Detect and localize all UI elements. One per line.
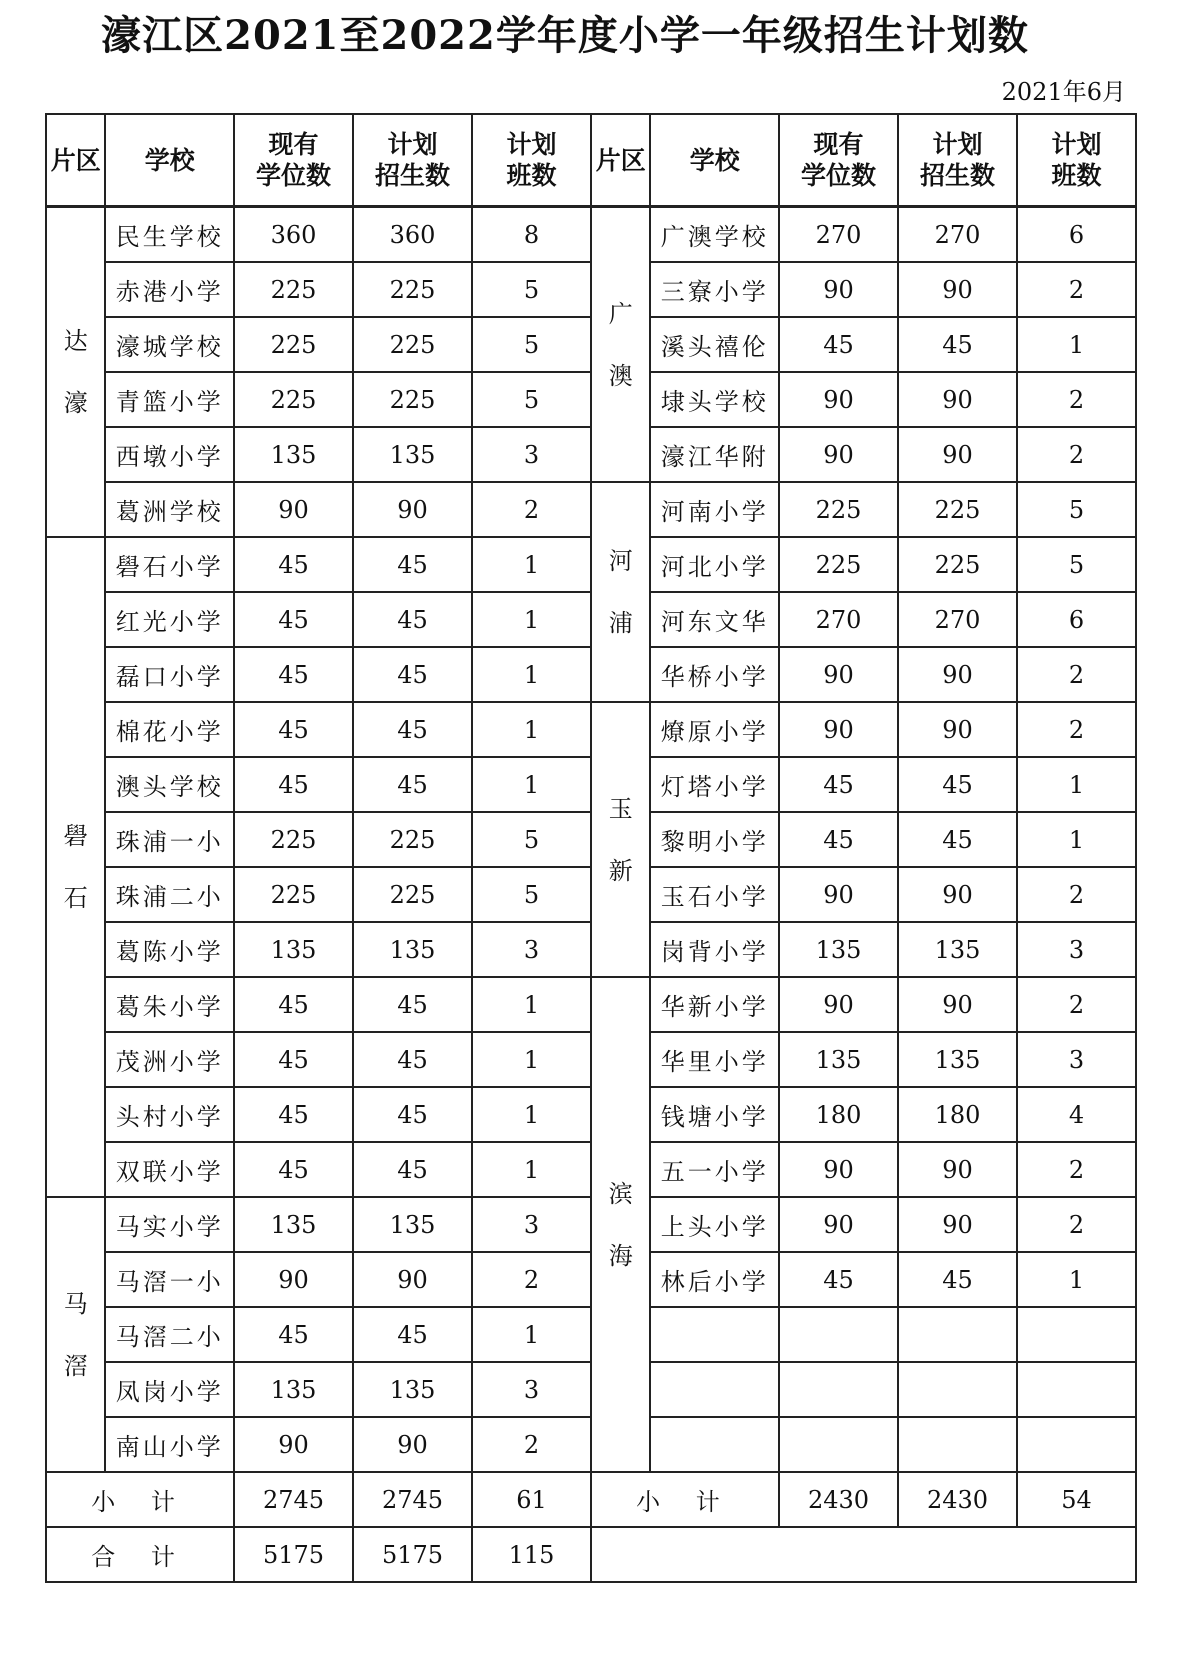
planned-classes: 2 (1017, 702, 1136, 757)
planned-enrollment: 135 (898, 1032, 1017, 1087)
school-name: 河北小学 (650, 537, 779, 592)
district-char: 澳 (608, 361, 633, 390)
existing-seats: 270 (779, 207, 898, 263)
district-char: 礐 (63, 822, 88, 850)
planned-enrollment: 45 (353, 1307, 472, 1362)
subtotal-label: 小 计 (46, 1472, 234, 1527)
planned-classes: 6 (1017, 592, 1136, 647)
subtotal-seats: 2745 (234, 1472, 353, 1527)
planned-classes: 2 (1017, 867, 1136, 922)
school-name: 钱塘小学 (650, 1087, 779, 1142)
school-name: 珠浦二小 (105, 867, 234, 922)
existing-seats: 90 (779, 372, 898, 427)
planned-classes: 3 (472, 922, 591, 977)
total-label: 合 计 (46, 1527, 234, 1582)
school-name (650, 1362, 779, 1417)
district-char: 滘 (63, 1351, 88, 1380)
planned-enrollment: 45 (353, 1142, 472, 1197)
planned-classes: 2 (1017, 977, 1136, 1032)
existing-seats: 135 (234, 922, 353, 977)
planned-enrollment: 90 (898, 867, 1017, 922)
district-char: 新 (608, 856, 633, 885)
planned-enrollment: 225 (353, 262, 472, 317)
planned-classes: 3 (472, 427, 591, 482)
planned-enrollment: 90 (353, 482, 472, 537)
existing-seats: 90 (779, 977, 898, 1032)
school-name: 玉石小学 (650, 867, 779, 922)
header-school: 学校 (105, 114, 234, 207)
school-name: 五一小学 (650, 1142, 779, 1197)
existing-seats: 90 (234, 1417, 353, 1472)
planned-enrollment: 90 (898, 977, 1017, 1032)
header-planned-enrollment: 计划 招生数 (898, 114, 1017, 207)
school-name: 民生学校 (105, 207, 234, 263)
district-cell (591, 207, 650, 483)
district-cell (46, 1197, 105, 1472)
planned-enrollment: 90 (898, 372, 1017, 427)
planned-enrollment: 45 (898, 1252, 1017, 1307)
planned-enrollment: 90 (898, 1142, 1017, 1197)
existing-seats: 45 (234, 1142, 353, 1197)
planned-classes: 1 (472, 1087, 591, 1142)
planned-classes: 5 (472, 317, 591, 372)
planned-classes: 1 (1017, 812, 1136, 867)
school-name: 棉花小学 (105, 702, 234, 757)
school-name: 濠城学校 (105, 317, 234, 372)
header-planned-classes: 计划 班数 (472, 114, 591, 207)
existing-seats: 270 (779, 592, 898, 647)
existing-seats (779, 1362, 898, 1417)
existing-seats: 180 (779, 1087, 898, 1142)
existing-seats: 90 (234, 1252, 353, 1307)
school-name: 茂洲小学 (105, 1032, 234, 1087)
district-cell (46, 207, 105, 538)
district-char: 达 (63, 327, 88, 355)
school-name: 赤港小学 (105, 262, 234, 317)
existing-seats: 45 (779, 812, 898, 867)
planned-classes: 2 (1017, 647, 1136, 702)
school-name: 燎原小学 (650, 702, 779, 757)
planned-classes: 2 (472, 1252, 591, 1307)
planned-classes: 5 (1017, 482, 1136, 537)
existing-seats: 90 (779, 1142, 898, 1197)
existing-seats: 45 (779, 1252, 898, 1307)
subtotal-enrollment: 2745 (353, 1472, 472, 1527)
planned-classes: 1 (472, 977, 591, 1032)
total-classes: 115 (472, 1527, 591, 1582)
planned-classes: 8 (472, 207, 591, 263)
district-cell (591, 977, 650, 1472)
existing-seats: 360 (234, 207, 353, 263)
planned-enrollment: 45 (898, 317, 1017, 372)
district-cell (46, 537, 105, 1197)
planned-classes: 3 (1017, 1032, 1136, 1087)
planned-enrollment: 90 (898, 647, 1017, 702)
existing-seats: 90 (234, 482, 353, 537)
existing-seats: 45 (234, 1032, 353, 1087)
planned-enrollment: 225 (353, 812, 472, 867)
existing-seats: 45 (234, 537, 353, 592)
existing-seats: 45 (234, 757, 353, 812)
subtotal-label: 小 计 (591, 1472, 779, 1527)
planned-enrollment: 225 (353, 867, 472, 922)
school-name: 华新小学 (650, 977, 779, 1032)
existing-seats: 135 (234, 427, 353, 482)
planned-enrollment (898, 1417, 1017, 1472)
planned-classes: 1 (472, 592, 591, 647)
district-cell (591, 702, 650, 977)
existing-seats: 135 (779, 1032, 898, 1087)
existing-seats: 45 (234, 647, 353, 702)
planned-classes: 1 (472, 647, 591, 702)
planned-classes: 1 (1017, 317, 1136, 372)
planned-enrollment: 270 (898, 207, 1017, 263)
school-name: 溪头禧伦 (650, 317, 779, 372)
planned-enrollment: 270 (898, 592, 1017, 647)
planned-enrollment: 180 (898, 1087, 1017, 1142)
school-name: 广澳学校 (650, 207, 779, 263)
planned-classes: 1 (472, 1032, 591, 1087)
existing-seats: 45 (779, 317, 898, 372)
district-cell (591, 482, 650, 702)
planned-classes: 5 (472, 262, 591, 317)
existing-seats: 90 (779, 427, 898, 482)
school-name: 头村小学 (105, 1087, 234, 1142)
school-name: 岗背小学 (650, 922, 779, 977)
planned-classes: 3 (1017, 922, 1136, 977)
planned-enrollment: 45 (353, 647, 472, 702)
header-planned-enrollment: 计划 招生数 (353, 114, 472, 207)
school-name: 河东文华 (650, 592, 779, 647)
existing-seats: 45 (234, 592, 353, 647)
planned-enrollment: 135 (353, 922, 472, 977)
school-name: 葛洲学校 (105, 482, 234, 537)
planned-enrollment: 90 (898, 1197, 1017, 1252)
planned-classes: 1 (472, 1142, 591, 1197)
planned-enrollment: 45 (353, 537, 472, 592)
planned-classes: 1 (1017, 757, 1136, 812)
existing-seats: 225 (779, 482, 898, 537)
planned-classes: 2 (1017, 1142, 1136, 1197)
planned-classes: 3 (472, 1362, 591, 1417)
planned-enrollment: 90 (898, 262, 1017, 317)
planned-classes (1017, 1417, 1136, 1472)
school-name: 黎明小学 (650, 812, 779, 867)
school-name: 濠江华附 (650, 427, 779, 482)
planned-classes: 3 (472, 1197, 591, 1252)
school-name: 礐石小学 (105, 537, 234, 592)
planned-enrollment: 225 (353, 372, 472, 427)
total-row (46, 1527, 1136, 1582)
planned-enrollment: 45 (898, 812, 1017, 867)
school-name (650, 1307, 779, 1362)
existing-seats: 45 (234, 977, 353, 1032)
existing-seats: 45 (234, 702, 353, 757)
planned-classes: 4 (1017, 1087, 1136, 1142)
subtotal-classes: 61 (472, 1472, 591, 1527)
existing-seats: 225 (234, 262, 353, 317)
school-name: 马实小学 (105, 1197, 234, 1252)
school-name: 青篮小学 (105, 372, 234, 427)
header-school: 学校 (650, 114, 779, 207)
planned-enrollment: 135 (353, 427, 472, 482)
planned-enrollment: 90 (353, 1252, 472, 1307)
existing-seats: 90 (779, 262, 898, 317)
header-existing-seats: 现有 学位数 (779, 114, 898, 207)
table-row (46, 977, 1136, 1032)
district-char: 滨 (608, 1179, 633, 1208)
planned-classes: 2 (472, 482, 591, 537)
school-name: 上头小学 (650, 1197, 779, 1252)
planned-enrollment: 45 (353, 757, 472, 812)
school-name: 双联小学 (105, 1142, 234, 1197)
existing-seats: 90 (779, 647, 898, 702)
planned-enrollment: 45 (353, 1087, 472, 1142)
school-name: 南山小学 (105, 1417, 234, 1472)
school-name: 马滘二小 (105, 1307, 234, 1362)
district-char: 浦 (608, 609, 633, 637)
district-char: 河 (608, 547, 633, 575)
planned-classes: 2 (1017, 262, 1136, 317)
planned-enrollment: 45 (353, 977, 472, 1032)
planned-enrollment: 90 (898, 427, 1017, 482)
planned-enrollment: 45 (353, 702, 472, 757)
planned-classes: 2 (1017, 427, 1136, 482)
planned-enrollment: 45 (353, 1032, 472, 1087)
header-existing-seats: 现有 学位数 (234, 114, 353, 207)
planned-enrollment: 225 (898, 482, 1017, 537)
school-name: 葛陈小学 (105, 922, 234, 977)
district-char: 玉 (608, 794, 633, 823)
planned-enrollment: 360 (353, 207, 472, 263)
school-name: 澳头学校 (105, 757, 234, 812)
header-district: 片区 (46, 114, 105, 207)
existing-seats: 135 (234, 1362, 353, 1417)
school-name (650, 1417, 779, 1472)
table-row (46, 482, 1136, 537)
planned-enrollment: 225 (898, 537, 1017, 592)
planned-classes: 6 (1017, 207, 1136, 263)
school-name: 灯塔小学 (650, 757, 779, 812)
planned-classes: 2 (472, 1417, 591, 1472)
planned-classes: 5 (1017, 537, 1136, 592)
existing-seats: 225 (234, 812, 353, 867)
existing-seats: 225 (234, 372, 353, 427)
existing-seats: 225 (234, 867, 353, 922)
planned-enrollment: 135 (898, 922, 1017, 977)
subtotal-enrollment: 2430 (898, 1472, 1017, 1527)
planned-classes: 1 (472, 757, 591, 812)
existing-seats: 45 (234, 1307, 353, 1362)
planned-classes (1017, 1307, 1136, 1362)
school-name: 埭头学校 (650, 372, 779, 427)
planned-enrollment: 45 (898, 757, 1017, 812)
school-name: 葛朱小学 (105, 977, 234, 1032)
planned-enrollment (898, 1362, 1017, 1417)
total-blank (591, 1527, 1136, 1582)
school-name: 华桥小学 (650, 647, 779, 702)
school-name: 林后小学 (650, 1252, 779, 1307)
school-name: 华里小学 (650, 1032, 779, 1087)
subtotal-row (46, 1472, 1136, 1527)
existing-seats (779, 1307, 898, 1362)
planned-enrollment: 135 (353, 1197, 472, 1252)
school-name: 西墩小学 (105, 427, 234, 482)
existing-seats: 225 (779, 537, 898, 592)
header-row (46, 114, 1136, 207)
school-name: 珠浦一小 (105, 812, 234, 867)
header-planned-classes: 计划 班数 (1017, 114, 1136, 207)
planned-classes: 5 (472, 812, 591, 867)
existing-seats (779, 1417, 898, 1472)
school-name: 红光小学 (105, 592, 234, 647)
table-row (46, 702, 1136, 757)
planned-enrollment: 135 (353, 1362, 472, 1417)
planned-enrollment: 225 (353, 317, 472, 372)
existing-seats: 135 (779, 922, 898, 977)
page-title: 濠江区2021至2022学年度小学一年级招生计划数 (101, 12, 1029, 59)
existing-seats: 90 (779, 702, 898, 757)
school-name: 凤岗小学 (105, 1362, 234, 1417)
existing-seats: 90 (779, 1197, 898, 1252)
total-enrollment: 5175 (353, 1527, 472, 1582)
header-district: 片区 (591, 114, 650, 207)
planned-classes: 2 (1017, 1197, 1136, 1252)
planned-enrollment: 45 (353, 592, 472, 647)
planned-enrollment: 90 (898, 702, 1017, 757)
existing-seats: 225 (234, 317, 353, 372)
planned-classes: 5 (472, 867, 591, 922)
enrollment-plan-table (45, 113, 1137, 1583)
district-char: 海 (608, 1241, 633, 1270)
existing-seats: 45 (779, 757, 898, 812)
subtotal-classes: 54 (1017, 1472, 1136, 1527)
planned-classes: 1 (472, 1307, 591, 1362)
district-char: 马 (63, 1289, 88, 1318)
subtotal-seats: 2430 (779, 1472, 898, 1527)
school-name: 磊口小学 (105, 647, 234, 702)
school-name: 河南小学 (650, 482, 779, 537)
planned-classes: 5 (472, 372, 591, 427)
district-char: 广 (608, 299, 633, 328)
district-char: 石 (63, 884, 88, 912)
planned-classes: 1 (1017, 1252, 1136, 1307)
planned-classes: 1 (472, 537, 591, 592)
existing-seats: 135 (234, 1197, 353, 1252)
document-date: 2021年6月 (1001, 78, 1126, 106)
total-seats: 5175 (234, 1527, 353, 1582)
table-row (46, 207, 1136, 263)
planned-classes (1017, 1362, 1136, 1417)
planned-enrollment: 90 (353, 1417, 472, 1472)
planned-enrollment (898, 1307, 1017, 1362)
existing-seats: 45 (234, 1087, 353, 1142)
school-name: 马滘一小 (105, 1252, 234, 1307)
planned-classes: 1 (472, 702, 591, 757)
school-name: 三寮小学 (650, 262, 779, 317)
district-char: 濠 (63, 389, 88, 417)
existing-seats: 90 (779, 867, 898, 922)
planned-classes: 2 (1017, 372, 1136, 427)
